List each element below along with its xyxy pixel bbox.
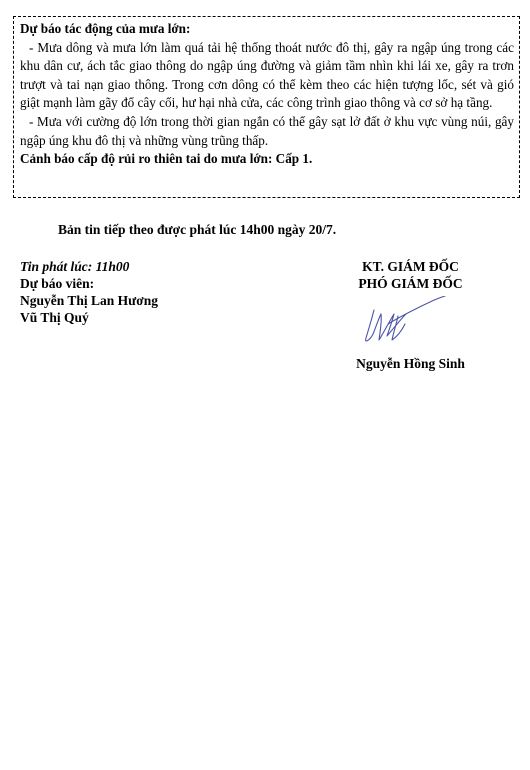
forecaster-name: Vũ Thị Quý	[20, 310, 89, 325]
impact-title: Dự báo tác động của mưa lớn:	[20, 21, 191, 36]
forecaster-name: Nguyễn Thị Lan Hương	[20, 293, 158, 308]
impact-forecast-box	[13, 16, 520, 198]
forecasters-label: Dự báo viên:	[20, 276, 95, 291]
signature-title-line-2: PHÓ GIÁM ĐỐC	[358, 276, 463, 291]
issued-time: Tin phát lúc: 11h00	[20, 259, 130, 274]
signer-name: Nguyễn Hồng Sinh	[356, 356, 465, 371]
risk-level-warning: Cảnh báo cấp độ rủi ro thiên tai do mưa lớn: Cấp 1.	[20, 151, 313, 167]
handwritten-signature	[358, 296, 448, 348]
impact-paragraph-1: - Mưa dông và mưa lớn làm quá tải hệ thống thoát nước đô thị, gây ra ngập úng trong các khu dân cư, ách tắc giao thông do ngập úng đường và giảm tầm nhìn khi lái xe, gây ra trơn trượt và tai nạn giao thông. Trong cơn dông có thể kèm theo các hiện tượng lốc, sét và gió giật mạnh làm gãy đổ cây cối, hư hại nhà cửa, các công trình giao thông và cơ sở hạ tầng.	[20, 39, 514, 111]
next-bulletin-notice: Bản tin tiếp theo được phát lúc 14h00 ngày 20/7.	[58, 222, 337, 237]
signature-title-line-1: KT. GIÁM ĐỐC	[362, 259, 459, 274]
impact-paragraph-2: - Mưa với cường độ lớn trong thời gian ngắn có thể gây sạt lở đất ở khu vực vùng núi, gây ngập úng khu đô thị và những vùng trũng thấp.	[20, 113, 514, 148]
